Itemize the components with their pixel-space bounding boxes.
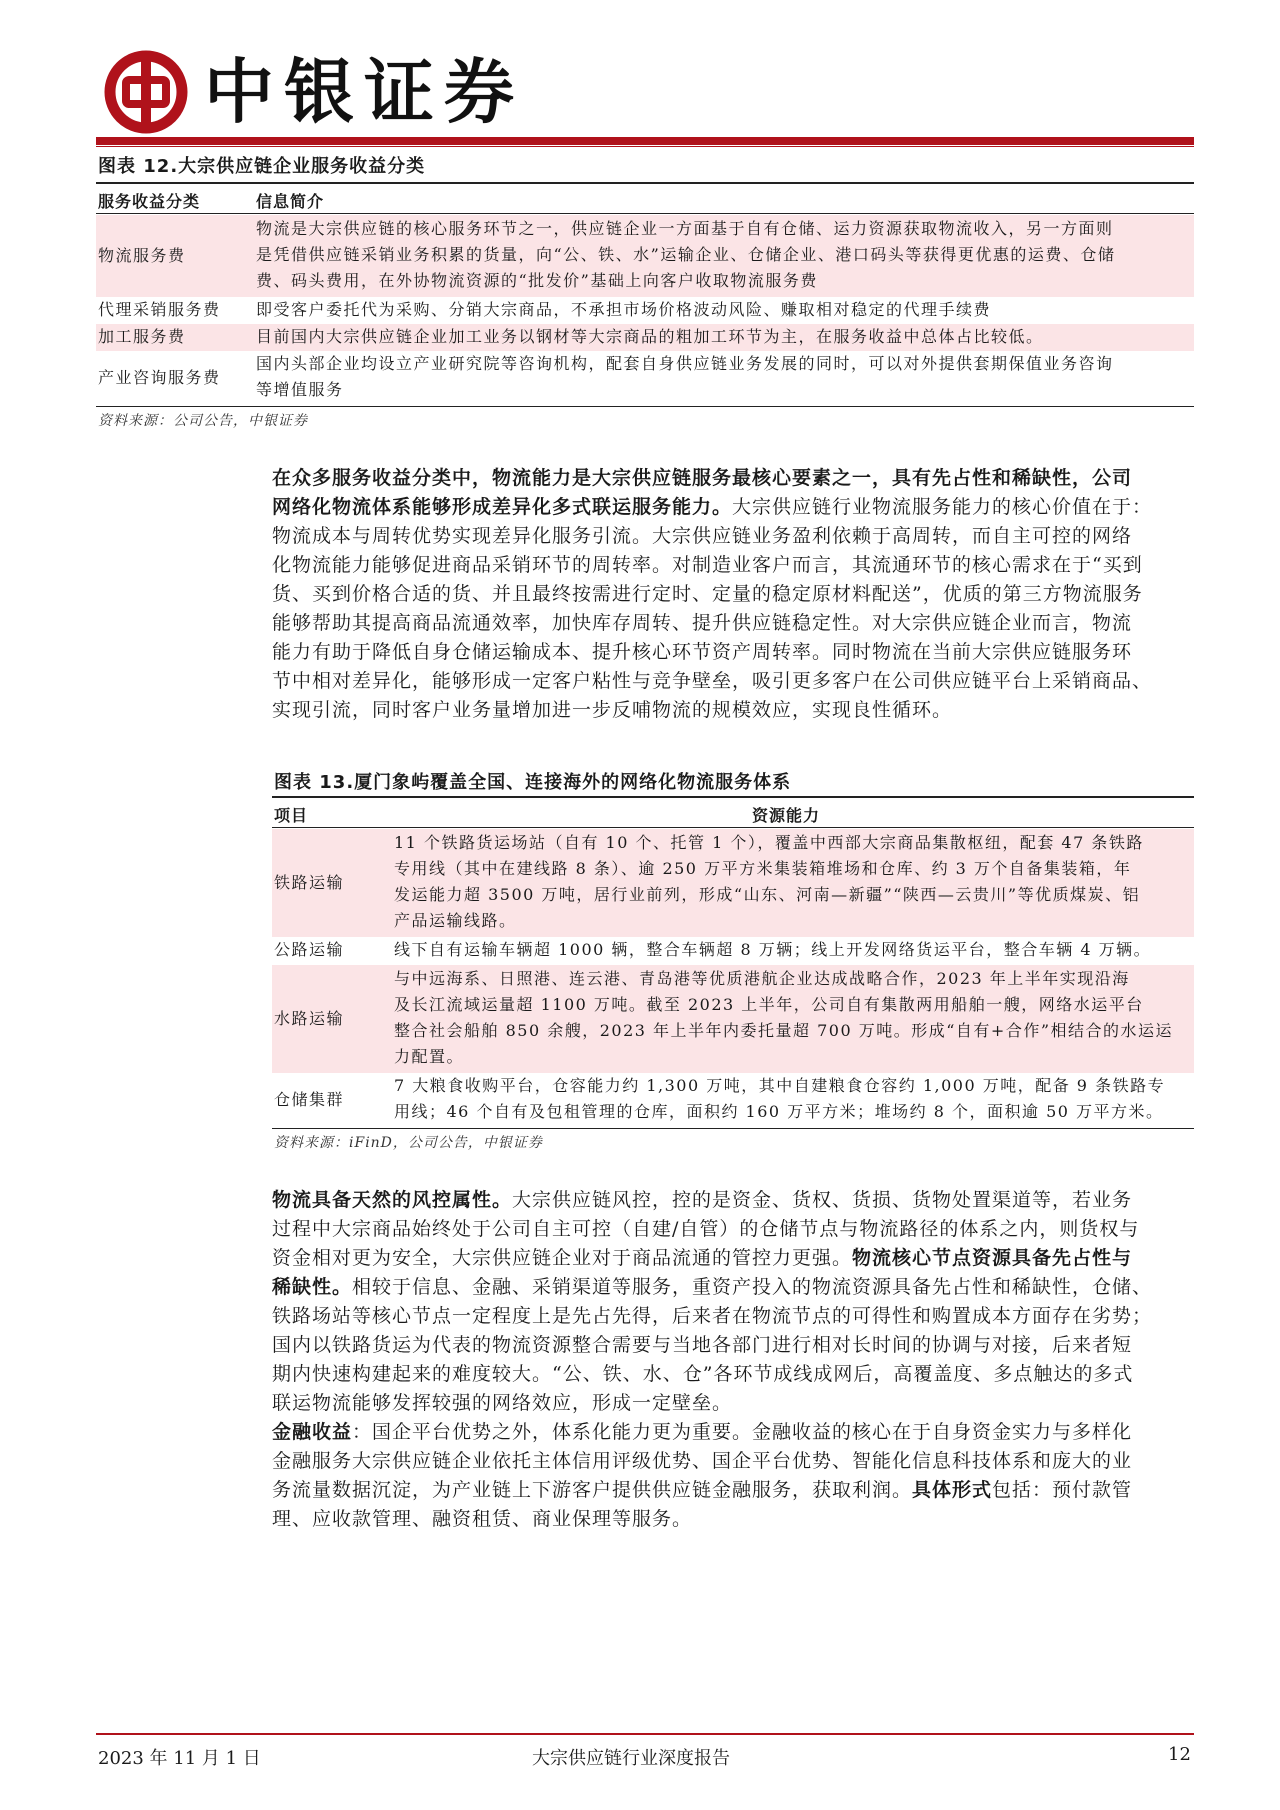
para-bold: 网络化物流体系能够形成差异化多式联运服务能力。 [272,496,733,518]
row-info-line: 用线；46 个自有及包租管理的仓库，面积约 160 万平方米；堆场约 8 个，面积逾 50 万平方米。 [394,1102,1164,1121]
paragraph-logistics-core [272,464,1194,725]
table13-bottom-rule [272,1128,1194,1129]
row-info-line: 费、码头费用，在外协物流资源的“批发价”基础上向客户收取物流服务费 [256,271,818,290]
row-category: 加工服务费 [98,327,186,346]
row-category: 公路运输 [274,940,345,959]
table-row [272,965,1194,1073]
table-row [96,324,1194,351]
row-info-line: 目前国内大宗供应链企业加工业务以钢材等大宗商品的粗加工环节为主，在服务收益中总体占比较低。 [256,327,1044,346]
table13-top-rule [272,796,1194,798]
footer-rule [96,1733,1194,1735]
table-row [96,215,1194,297]
page-number: 12 [1168,1744,1191,1765]
row-info-line: 物流是大宗供应链的核心服务环节之一，供应链企业一方面基于自有仓储、运力资源获取物流收入，另一方面则 [256,219,1114,238]
table-row [272,1073,1194,1127]
row-info-line: 是凭借供应链采销业务积累的货量，向“公、铁、水”运输企业、仓储企业、港口码头等获得更优惠的运费、仓储 [256,245,1116,264]
row-category: 物流服务费 [98,245,186,265]
row-category: 铁路运输 [274,872,345,892]
row-info-line: 及长江流域运量超 1100 万吨。截至 2023 上半年，公司自有集散两用船舶一艘，网络水运平台 [394,995,1144,1014]
para-bold: 具体形式 [912,1479,993,1501]
para-line: 过程中大宗商品始终处于公司自主可控（自建/自管）的仓储节点与物流路径的体系之内，则货权与 [272,1218,1140,1240]
table12-header-category: 服务收益分类 [98,192,201,211]
table-row [272,829,1194,937]
footer-date: 2023 年 11 月 1 日 [98,1748,261,1769]
para-text: 资金相对更为安全，大宗供应链企业对于商品流通的管控力更强。 [272,1247,853,1269]
table12-header-info: 信息简介 [256,192,325,211]
paragraph-financial-income [272,1418,1194,1534]
para-line: 理、应收款管理、融资租赁、商业保理等服务。 [272,1508,693,1530]
table13-header-rule [272,827,1194,828]
para-bold: 金融收益 [272,1421,353,1443]
row-info-line: 力配置。 [394,1047,465,1066]
para-text: ：国企平台优势之外，体系化能力更为重要。金融收益的核心在于自身资金实力与多样化 [352,1421,1133,1443]
row-category: 仓储集群 [274,1089,345,1109]
table13-header-capability: 资源能力 [752,806,821,825]
row-info-line: 11 个铁路货运场站（自有 10 个、托管 1 个），覆盖中西部大宗商品集散枢纽，配套 47 条铁路 [394,833,1144,852]
table13-title: 图表 13.厦门象屿覆盖全国、连接海外的网络化物流服务体系 [274,772,792,793]
row-info-line: 等增值服务 [256,380,344,399]
para-text: 大宗供应链风控，控的是资金、货权、货损、货物处置渠道等，若业务 [512,1189,1133,1211]
row-info-line: 与中远海系、日照港、连云港、青岛港等优质港航企业达成战略合作，2023 年上半年实现沿海 [394,969,1130,988]
row-info-line: 线下自有运输车辆超 1000 辆，整合车辆超 8 万辆；线上开发网络货运平台，整合车辆 4 万辆。 [394,940,1152,959]
para-line: 期内快速构建起来的难度较大。“公、铁、水、仓”各环节成线成网后，高覆盖度、多点触达的多式 [272,1363,1134,1385]
bank-of-china-logo-icon [104,50,188,134]
para-line: 联运物流能够发挥较强的网络效应，形成一定壁垒。 [272,1392,733,1414]
row-info-line: 国内头部企业均设立产业研究院等咨询机构，配套自身供应链业务发展的同时，可以对外提供套期保值业务咨询 [256,354,1114,373]
table12-title: 图表 12.大宗供应链企业服务收益分类 [98,156,426,177]
footer-report-title: 大宗供应链行业深度报告 [532,1748,730,1769]
table12-header-rule [96,213,1194,214]
para-line: 实现引流，同时客户业务量增加进一步反哺物流的规模效应，实现良性循环。 [272,699,953,721]
row-info-line: 即受客户委托代为采购、分销大宗商品，不承担市场价格波动风险、赚取相对稳定的代理手续费 [256,300,992,319]
table12-bottom-rule [96,406,1194,407]
row-info-line: 发运能力超 3500 万吨，居行业前列，形成“山东、河南—新疆”“陕西—云贵川”等优质煤炭、铝 [394,885,1141,904]
table-row [96,297,1194,324]
para-line: 能力有助于降低自身仓储运输成本、提升核心环节资产周转率。同时物流在当前大宗供应链服务环 [272,641,1133,663]
table13-header-item: 项目 [274,806,309,825]
para-bold: 在众多服务收益分类中，物流能力是大宗供应链服务最核心要素之一，具有先占性和稀缺性，公司 [272,467,1133,489]
table-row [272,937,1194,965]
para-text: 包括：预付款管 [992,1479,1133,1501]
para-bold: 物流具备天然的风控属性。 [272,1189,513,1211]
para-bold: 物流核心节点资源具备先占性与 [852,1247,1133,1269]
header-rule [96,137,1194,145]
para-bold: 稀缺性。 [272,1276,353,1298]
table12-top-rule [96,182,1194,184]
row-info-line: 专用线（其中在建线路 8 条）、逾 250 万平方米集装箱堆场和仓库、约 3 万个自备集装箱，年 [394,859,1132,878]
para-line: 金融服务大宗供应链企业依托主体信用评级优势、国企平台优势、智能化信息科技体系和庞大的业 [272,1450,1133,1472]
row-info-line: 产品运输线路。 [394,911,517,930]
table13-source: 资料来源：iFinD，公司公告，中银证券 [274,1135,543,1151]
para-line: 国内以铁路货运为代表的物流资源整合需要与当地各部门进行相对长时间的协调与对接，后来者短 [272,1334,1133,1356]
para-line: 货、买到价格合适的货、并且最终按需进行定时、定量的稳定原材料配送”，优质的第三方物流服务 [272,583,1143,605]
table-row [96,351,1194,405]
row-info-line: 整合社会船舶 850 余艘，2023 年上半年内委托量超 700 万吨。形成“自有+合作”相结合的水运运 [394,1021,1173,1040]
row-category: 产业咨询服务费 [98,367,221,387]
para-line: 化物流能力能够促进商品采销环节的周转率。对制造业客户而言，其流通环节的核心需求在于“买到 [272,554,1143,576]
para-line: 物流成本与周转优势实现差异化服务引流。大宗供应链业务盈利依赖于高周转，而自主可控的网络 [272,525,1133,547]
para-line: 铁路场站等核心节点一定程度上是先占先得，后来者在物流节点的可得性和购置成本方面存在劣势； [272,1305,1153,1327]
brand-name: 中银证券 [204,51,524,133]
row-category: 水路运输 [274,1008,345,1028]
row-category: 代理采销服务费 [98,300,221,319]
para-text: 务流量数据沉淀，为产业链上下游客户提供供应链金融服务，获取利润。 [272,1479,913,1501]
para-line: 能够帮助其提高商品流通效率，加快库存周转、提升供应链稳定性。对大宗供应链企业而言，物流 [272,612,1133,634]
para-line: 节中相对差异化，能够形成一定客户粘性与竞争壁垒，吸引更多客户在公司供应链平台上采销商品、 [272,670,1153,692]
para-text: 相较于信息、金融、采销渠道等服务，重资产投入的物流资源具备先占性和稀缺性，仓储、 [352,1276,1153,1298]
header-rule-thin [96,146,1194,147]
row-info-line: 7 大粮食收购平台，仓容能力约 1,300 万吨，其中自建粮食仓容约 1,000 万吨，配备 9 条铁路专 [394,1076,1166,1095]
table12-source: 资料来源：公司公告，中银证券 [98,413,308,429]
para-text: 大宗供应链行业物流服务能力的核心价值在于： [732,496,1153,518]
paragraph-risk-control [272,1186,1194,1418]
